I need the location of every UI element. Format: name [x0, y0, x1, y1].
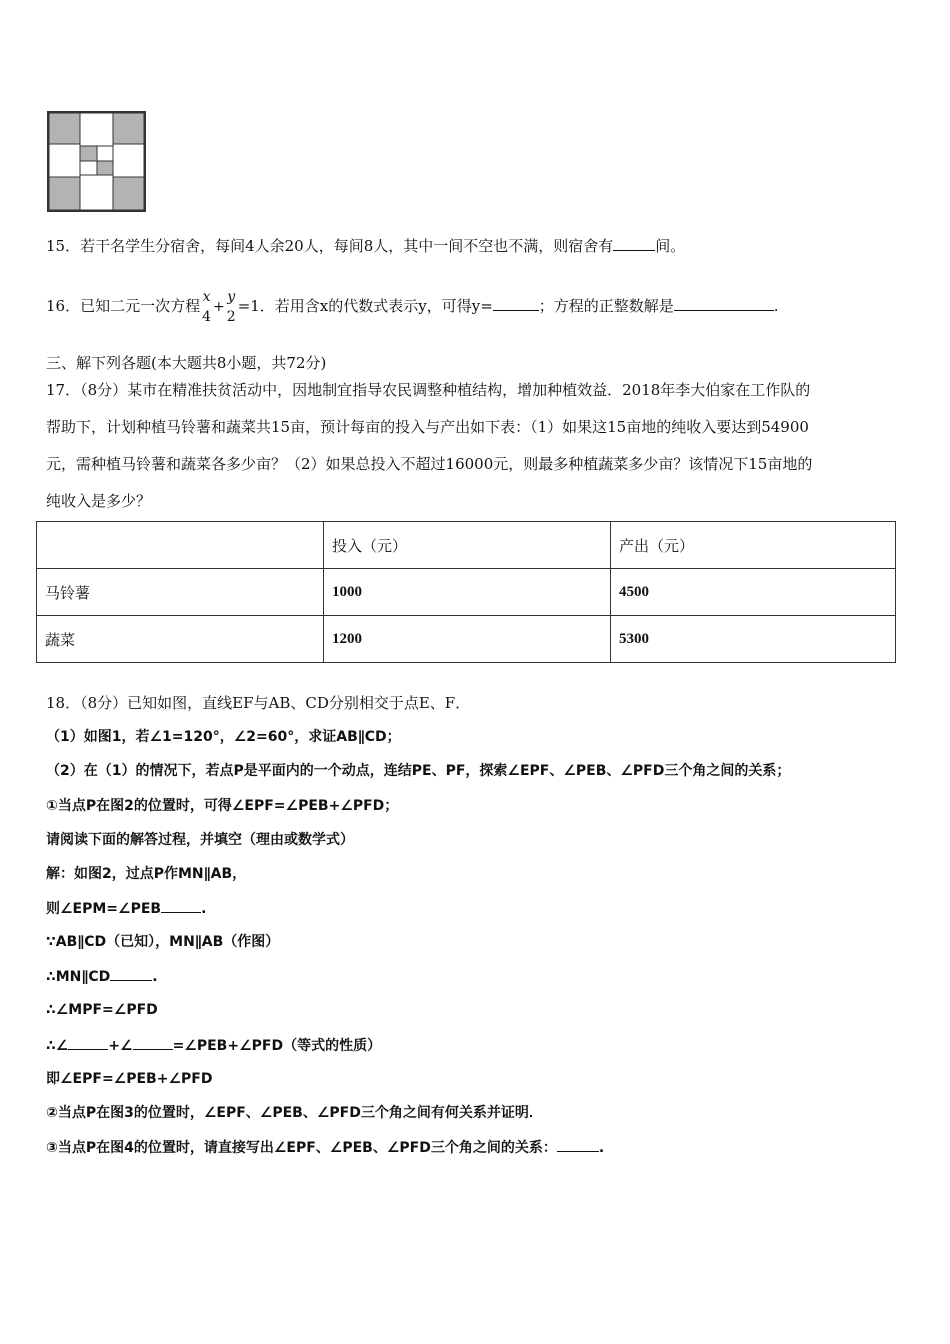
table-cell-label: 马铃薯	[37, 569, 324, 616]
question-18-line-9: ∴MN∥CD .	[46, 966, 158, 987]
question-17-line-4: 纯收入是多少？	[46, 492, 152, 510]
question-17-line-2: 帮助下，计划种植马铃薯和蔬菜共15亩，预计每亩的投入与产出如下表：（1）如果这15亩地的纯收入要达到54900	[46, 418, 809, 436]
table-cell-value: 5300	[611, 616, 896, 663]
cost-output-table	[36, 521, 896, 663]
answer-blank-solution[interactable]	[674, 296, 774, 311]
question-16-mid: =1．若用含x的代数式表示y，可得y=	[237, 297, 493, 315]
table-cell-label: 蔬菜	[37, 616, 324, 663]
question-18-line-8: ∵AB∥CD（已知），MN∥AB（作图）	[46, 934, 280, 950]
question-18-line-3: （2）在（1）的情况下，若点P是平面内的一个动点，连结PE、PF，探索∠EPF、∠PEB、∠PFD三个角之间的关系；	[46, 763, 791, 779]
question-15-suffix: 间。	[655, 237, 686, 255]
question-18-line-12: 即∠EPF=∠PEB+∠PFD	[46, 1071, 213, 1087]
question-18-line-5: 请阅读下面的解答过程，并填空（理由或数学式）	[46, 832, 354, 848]
question-18-line-4: ①当点P在图2的位置时，可得∠EPF=∠PEB+∠PFD；	[46, 798, 399, 814]
question-16-text: 已知二元一次方程	[80, 297, 201, 315]
table-header-cell	[37, 522, 324, 569]
question-18-line-14: ③当点P在图4的位置时，请直接写出∠EPF、∠PEB、∠PFD三个角之间的关系： .	[46, 1137, 604, 1158]
question-18-line-7: 则∠EPM=∠PEB .	[46, 898, 206, 919]
table-header-cell: 投入（元）	[324, 522, 611, 569]
answer-blank-y[interactable]	[493, 296, 539, 311]
table-cell-value: 1200	[324, 616, 611, 663]
table-row	[37, 569, 896, 616]
question-18-line-13: ②当点P在图3的位置时，∠EPF、∠PEB、∠PFD三个角之间有何关系并证明．	[46, 1105, 543, 1121]
question-18-line-1: 18．（8分）已知如图，直线EF与AB、CD分别相交于点E、F．	[46, 694, 471, 712]
answer-blank[interactable]	[161, 898, 201, 913]
fraction-x-over-4: x 4	[202, 289, 212, 325]
section-heading: 三、解下列各题(本大题共8小题，共72分)	[46, 354, 327, 372]
question-16-mid2: ；方程的正整数解是	[538, 297, 674, 315]
table-row	[37, 616, 896, 663]
answer-blank[interactable]	[68, 1035, 108, 1050]
question-18-line-2: （1）如图1，若∠1=120°，∠2=60°，求证AB∥CD；	[46, 729, 401, 745]
fraction-y-over-2: y 2	[226, 289, 236, 325]
question-18-line-11: ∴∠ +∠ =∠PEB+∠PFD（等式的性质）	[46, 1035, 381, 1056]
answer-blank[interactable]	[613, 236, 655, 251]
question-15	[46, 236, 685, 256]
question-number: 15．	[46, 237, 81, 255]
table-header-cell: 产出（元）	[611, 522, 896, 569]
question-17-line-3: 元，需种植马铃薯和蔬菜各多少亩？（2）如果总投入不超过16000元，则最多种植蔬菜多少亩？该情况下15亩地的	[46, 455, 813, 473]
answer-blank[interactable]	[557, 1137, 599, 1152]
answer-blank[interactable]	[133, 1035, 173, 1050]
question-16	[46, 276, 779, 337]
question-number: 16．	[46, 297, 81, 315]
question-18-line-6: 解：如图2，过点P作MN∥AB，	[46, 866, 247, 882]
question-15-text: 若干名学生分宿舍，每间4人余20人，每间8人，其中一间不空也不满，则宿舍有	[80, 237, 614, 255]
table-cell-value: 4500	[611, 569, 896, 616]
square-puzzle-figure	[47, 111, 147, 213]
answer-blank[interactable]	[110, 966, 152, 981]
plus-sign: +	[213, 299, 225, 315]
question-17-line-1: 17．（8分）某市在精准扶贫活动中，因地制宜指导农民调整种植结构，增加种植效益．2018年李大伯家在工作队的	[46, 381, 811, 399]
table-header-row	[37, 522, 896, 569]
question-18-line-10: ∴∠MPF=∠PFD	[46, 1002, 158, 1018]
question-16-end: .	[773, 297, 779, 315]
table-cell-value: 1000	[324, 569, 611, 616]
